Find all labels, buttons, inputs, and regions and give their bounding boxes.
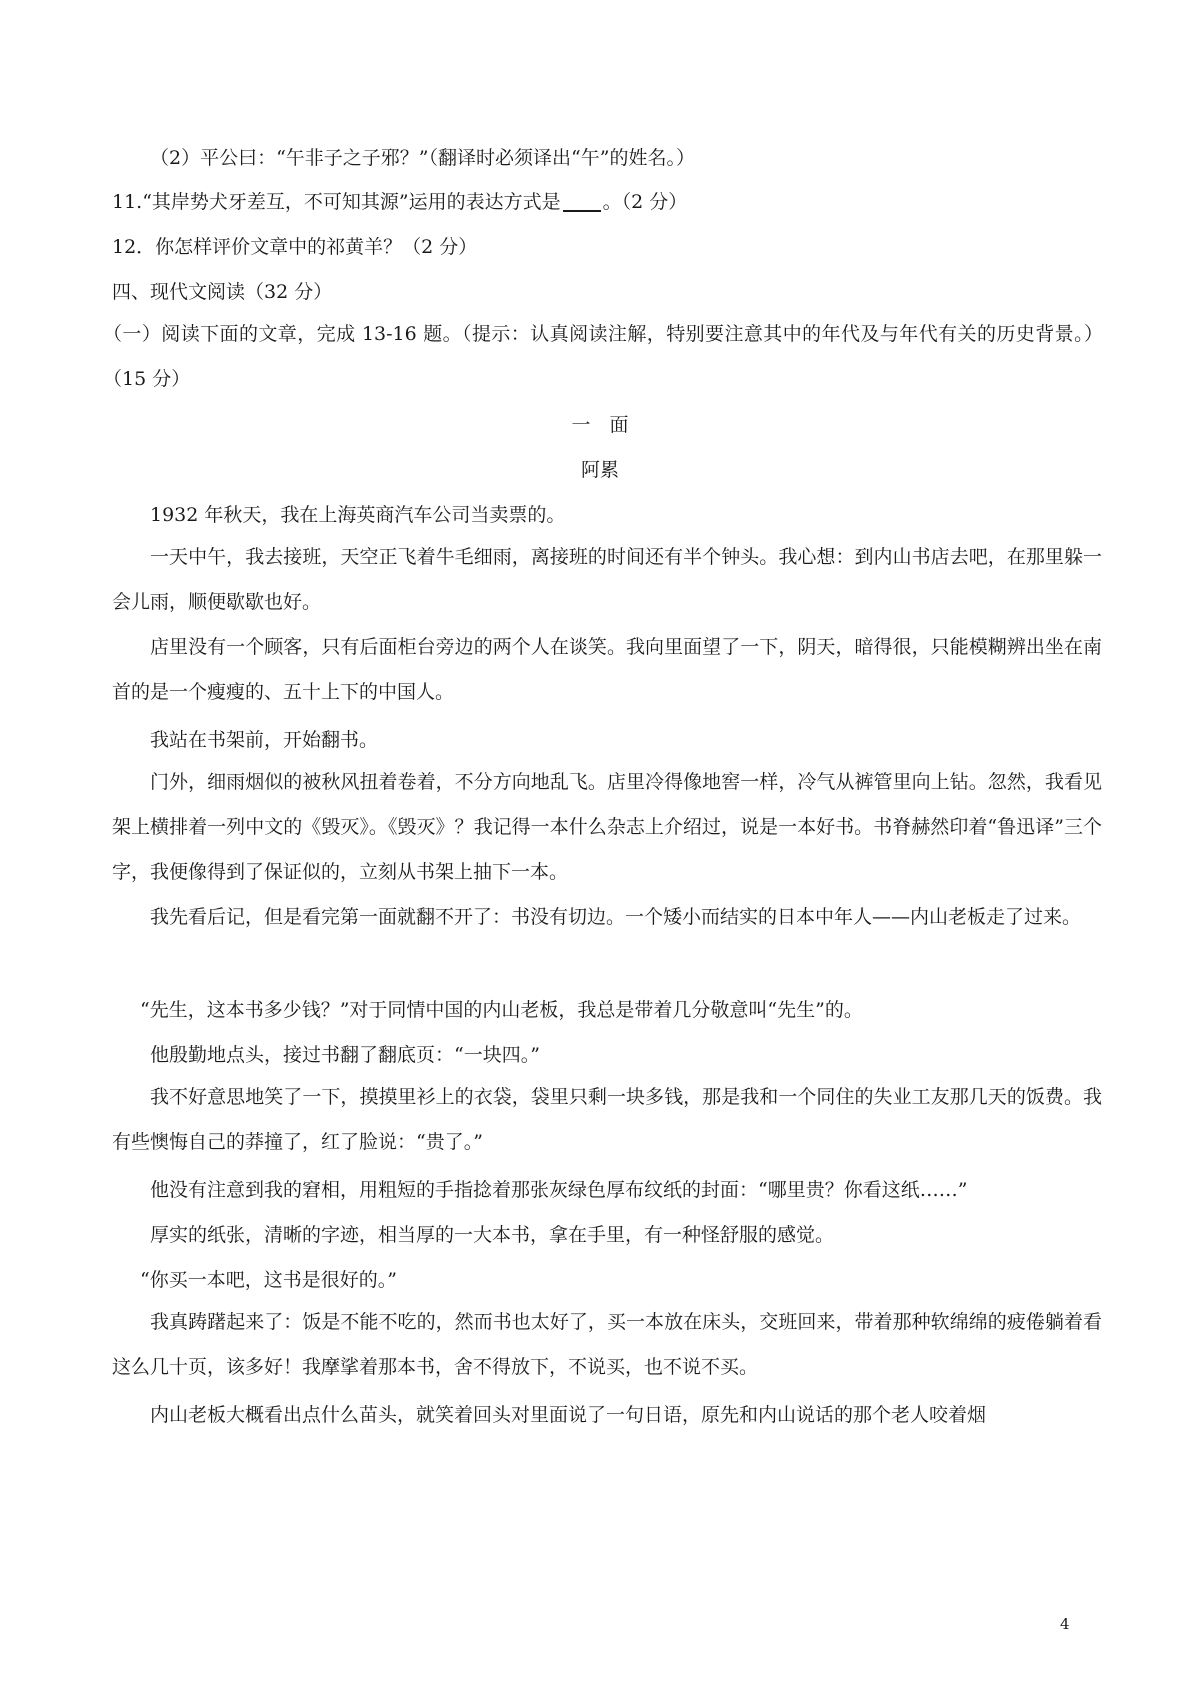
q10-subitem-2: （2）平公曰：“午非子之子邪？”（翻译时必须译出“午”的姓名。） — [150, 147, 695, 169]
paragraph: 我不好意思地笑了一下，摸摸里衫上的衣袋，袋里只剩一块多钱，那是我和一个同住的失业工友那几天的饭费。我有些懊悔自己的莽撞了，红了脸说：“贵了。” — [112, 1086, 1102, 1153]
article-title: 一 面 — [571, 414, 629, 436]
answer-blank — [563, 190, 601, 212]
question-12: 12．你怎样评价文章中的祁黄羊？（2 分） — [112, 236, 478, 258]
paragraph: 店里没有一个顾客，只有后面柜台旁边的两个人在谈笑。我向里面望了一下，阴天，暗得很，只能模糊辨出坐在南首的是一个瘦瘦的、五十上下的中国人。 — [112, 636, 1102, 703]
paragraph: 我先看后记，但是看完第一面就翻不开了：书没有切边。一个矮小而结实的日本中年人——内山老板走了过来。 — [150, 906, 1082, 928]
paragraph: 我站在书架前，开始翻书。 — [150, 729, 379, 751]
paragraph: “先生，这本书多少钱？”对于同情中国的内山老板，我总是带着几分敬意叫“先生”的。 — [140, 999, 863, 1021]
paragraph: 1932 年秋天，我在上海英商汽车公司当卖票的。 — [150, 504, 566, 526]
q11-points: 。（2 分） — [602, 191, 688, 213]
q11-prompt: 11.“其岸势犬牙差互，不可知其源”运用的表达方式是 — [112, 191, 561, 213]
paragraph: 厚实的纸张，清晰的字迹，相当厚的一大本书，拿在手里，有一种怪舒服的感觉。 — [150, 1224, 835, 1246]
paragraph: “你买一本吧，这书是很好的。” — [140, 1269, 397, 1291]
paragraph: 门外，细雨烟似的被秋风扭着卷着，不分方向地乱飞。店里冷得像地窖一样，冷气从裤管里向上钻。忽然，我看见架上横排着一列中文的《毁灭》。《毁灭》？我记得一本什么杂志上介绍过，说是一本好书。书脊赫然印着“鲁迅译”三个字，我便像得到了保证似的，立刻从书架上抽下一本。 — [112, 771, 1102, 883]
page-number: 4 — [1060, 1615, 1070, 1633]
paragraph: 我真踌躇起来了：饭是不能不吃的，然而书也太好了，买一本放在床头，交班回来，带着那种软绵绵的疲倦躺着看这么几十页，该多好！我摩挲着那本书，舍不得放下，不说买，也不说不买。 — [112, 1311, 1102, 1378]
article-author: 阿累 — [580, 459, 619, 481]
paragraph: 内山老板大概看出点什么苗头，就笑着回头对里面说了一句日语，原先和内山说话的那个老人咬着烟 — [150, 1404, 987, 1426]
paragraph: 他殷勤地点头，接过书翻了翻底页：“一块四。” — [150, 1044, 540, 1066]
question-11 — [112, 187, 1102, 214]
paragraph: 一天中午，我去接班，天空正飞着牛毛细雨，离接班的时间还有半个钟头。我心想：到内山书店去吧，在那里躲一会儿雨，顺便歇歇也好。 — [112, 546, 1102, 613]
part-instructions: （一）阅读下面的文章，完成 13-16 题。（提示：认真阅读注解，特别要注意其中的年代及与年代有关的历史背景。）（15 分） — [103, 323, 1103, 390]
section-heading: 四、现代文阅读（32 分） — [112, 281, 333, 303]
paragraph: 他没有注意到我的窘相，用粗短的手指捻着那张灰绿色厚布纹纸的封面：“哪里贵？你看这纸……” — [150, 1179, 968, 1201]
